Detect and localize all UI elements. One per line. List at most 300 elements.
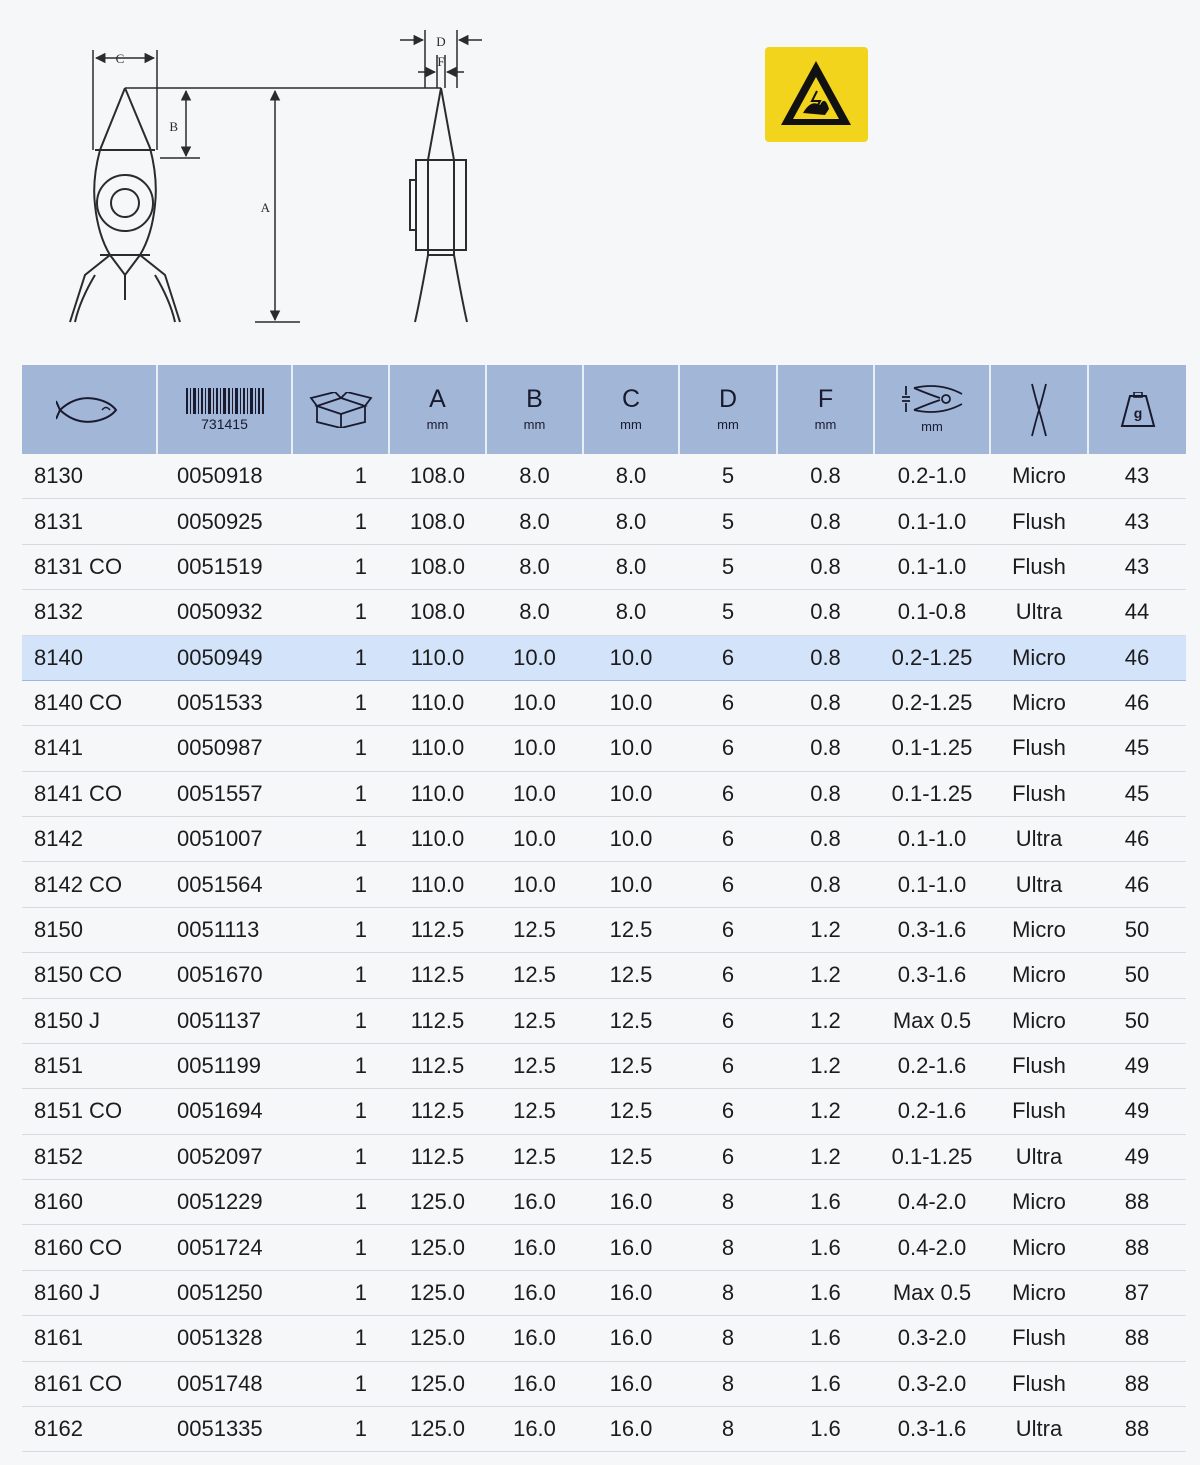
cell-weight: 46 bbox=[1088, 680, 1186, 725]
cell-quantity: 1 bbox=[292, 907, 389, 952]
cell-dim-c: 12.5 bbox=[583, 1089, 679, 1134]
cell-cutting-capacity: 0.4-2.0 bbox=[874, 1180, 990, 1225]
cell-dim-b: 10.0 bbox=[486, 726, 583, 771]
table-row bbox=[22, 1180, 1186, 1225]
cell-weight: 50 bbox=[1088, 907, 1186, 952]
dim-label-c: C bbox=[115, 51, 125, 66]
cell-dim-c: 12.5 bbox=[583, 1043, 679, 1088]
fish-icon bbox=[22, 393, 156, 427]
cell-cut-type: Flush bbox=[990, 1089, 1088, 1134]
cell-dim-f: 0.8 bbox=[777, 862, 874, 907]
cell-cutting-capacity: 0.2-1.25 bbox=[874, 635, 990, 680]
cell-cut-type: Micro bbox=[990, 1270, 1088, 1315]
cell-cut-type: Flush bbox=[990, 1043, 1088, 1088]
cell-quantity: 1 bbox=[292, 953, 389, 998]
cell-ean-code: 0050932 bbox=[157, 590, 292, 635]
esd-warning-icon bbox=[765, 47, 868, 142]
header-d-unit: mm bbox=[717, 416, 739, 432]
cell-dim-d: 6 bbox=[679, 817, 777, 862]
cell-dim-c: 10.0 bbox=[583, 635, 679, 680]
cell-article-code: 8141 CO bbox=[22, 771, 157, 816]
cell-weight: 49 bbox=[1088, 1134, 1186, 1179]
cell-weight: 43 bbox=[1088, 499, 1186, 544]
cell-dim-d: 6 bbox=[679, 680, 777, 725]
cell-dim-b: 12.5 bbox=[486, 1134, 583, 1179]
cell-dim-f: 1.6 bbox=[777, 1406, 874, 1451]
cell-article-code: 8142 CO bbox=[22, 862, 157, 907]
box-icon bbox=[293, 392, 388, 428]
cell-dim-c: 12.5 bbox=[583, 1134, 679, 1179]
cell-quantity: 1 bbox=[292, 862, 389, 907]
cell-quantity: 1 bbox=[292, 1406, 389, 1451]
cell-dim-b: 10.0 bbox=[486, 635, 583, 680]
cell-ean-code: 0051519 bbox=[157, 544, 292, 589]
cell-dim-d: 6 bbox=[679, 953, 777, 998]
cell-article-code: 8151 CO bbox=[22, 1089, 157, 1134]
cell-dim-c: 16.0 bbox=[583, 1316, 679, 1361]
table-header-row bbox=[22, 365, 1186, 454]
header-c bbox=[583, 365, 679, 454]
table-row bbox=[22, 1406, 1186, 1451]
cell-dim-d: 6 bbox=[679, 998, 777, 1043]
dim-label-f: F bbox=[437, 54, 445, 69]
cell-dim-f: 0.8 bbox=[777, 726, 874, 771]
cell-dim-a: 110.0 bbox=[389, 635, 486, 680]
cell-dim-b: 12.5 bbox=[486, 1043, 583, 1088]
cell-dim-b: 10.0 bbox=[486, 680, 583, 725]
cell-dim-d: 8 bbox=[679, 1316, 777, 1361]
cell-cutting-capacity: 0.1-1.25 bbox=[874, 726, 990, 771]
cell-quantity: 1 bbox=[292, 1316, 389, 1361]
cell-dim-b: 16.0 bbox=[486, 1270, 583, 1315]
cell-dim-d: 6 bbox=[679, 862, 777, 907]
cell-ean-code: 0051328 bbox=[157, 1316, 292, 1361]
header-a bbox=[389, 365, 486, 454]
cell-cutting-capacity: 0.1-1.0 bbox=[874, 544, 990, 589]
cell-dim-a: 108.0 bbox=[389, 454, 486, 499]
cell-dim-f: 1.6 bbox=[777, 1270, 874, 1315]
cell-dim-b: 12.5 bbox=[486, 998, 583, 1043]
cell-weight: 88 bbox=[1088, 1225, 1186, 1270]
header-weight bbox=[1088, 365, 1186, 454]
cell-quantity: 1 bbox=[292, 1270, 389, 1315]
header-ean bbox=[157, 365, 292, 454]
weight-icon bbox=[1089, 392, 1186, 428]
cell-dim-b: 10.0 bbox=[486, 862, 583, 907]
cell-dim-d: 8 bbox=[679, 1225, 777, 1270]
cell-weight: 46 bbox=[1088, 635, 1186, 680]
cell-dim-d: 6 bbox=[679, 907, 777, 952]
cell-dim-b: 8.0 bbox=[486, 590, 583, 635]
cell-cut-type: Ultra bbox=[990, 862, 1088, 907]
cell-ean-code: 0051199 bbox=[157, 1043, 292, 1088]
cell-dim-c: 10.0 bbox=[583, 771, 679, 816]
table-row bbox=[22, 726, 1186, 771]
cell-dim-f: 0.8 bbox=[777, 771, 874, 816]
cell-cut-type: Flush bbox=[990, 544, 1088, 589]
weight-icon-letter: g bbox=[1133, 404, 1142, 421]
cell-cutting-capacity: 0.1-1.25 bbox=[874, 771, 990, 816]
cell-quantity: 1 bbox=[292, 771, 389, 816]
cell-ean-code: 0051670 bbox=[157, 953, 292, 998]
cell-ean-code: 0050918 bbox=[157, 454, 292, 499]
cell-article-code: 8131 bbox=[22, 499, 157, 544]
cell-ean-code: 0051007 bbox=[157, 817, 292, 862]
cell-cutting-capacity: 0.2-1.6 bbox=[874, 1043, 990, 1088]
cell-weight: 88 bbox=[1088, 1316, 1186, 1361]
cell-dim-b: 16.0 bbox=[486, 1225, 583, 1270]
cell-dim-a: 125.0 bbox=[389, 1361, 486, 1406]
technical-drawing bbox=[0, 0, 1200, 365]
cut-type-icon bbox=[991, 382, 1087, 438]
cell-cutting-capacity: 0.3-1.6 bbox=[874, 953, 990, 998]
table-row bbox=[22, 817, 1186, 862]
cell-cutting-capacity: 0.1-1.25 bbox=[874, 1134, 990, 1179]
cell-ean-code: 0051564 bbox=[157, 862, 292, 907]
cell-weight: 43 bbox=[1088, 454, 1186, 499]
cell-dim-c: 8.0 bbox=[583, 499, 679, 544]
cell-dim-a: 112.5 bbox=[389, 1134, 486, 1179]
cutter-specs-table bbox=[22, 365, 1186, 1452]
cell-dim-d: 6 bbox=[679, 1043, 777, 1088]
cell-ean-code: 0051335 bbox=[157, 1406, 292, 1451]
dim-label-d: D bbox=[436, 34, 446, 49]
cell-dim-c: 12.5 bbox=[583, 907, 679, 952]
cell-dim-b: 16.0 bbox=[486, 1316, 583, 1361]
cell-article-code: 8161 CO bbox=[22, 1361, 157, 1406]
cell-ean-code: 0051724 bbox=[157, 1225, 292, 1270]
cell-dim-f: 0.8 bbox=[777, 817, 874, 862]
header-d bbox=[679, 365, 777, 454]
cell-weight: 88 bbox=[1088, 1180, 1186, 1225]
table-row bbox=[22, 907, 1186, 952]
cell-dim-c: 12.5 bbox=[583, 998, 679, 1043]
cell-article-code: 8151 bbox=[22, 1043, 157, 1088]
cell-dim-a: 110.0 bbox=[389, 862, 486, 907]
cell-quantity: 1 bbox=[292, 499, 389, 544]
cell-dim-f: 0.8 bbox=[777, 680, 874, 725]
cell-article-code: 8162 bbox=[22, 1406, 157, 1451]
cell-dim-f: 1.2 bbox=[777, 1134, 874, 1179]
table-row bbox=[22, 1225, 1186, 1270]
cell-dim-b: 12.5 bbox=[486, 907, 583, 952]
cell-dim-d: 5 bbox=[679, 544, 777, 589]
cutter-front-view bbox=[70, 88, 180, 322]
cell-dim-d: 6 bbox=[679, 635, 777, 680]
header-b-label: B bbox=[526, 384, 543, 413]
cell-article-code: 8131 CO bbox=[22, 544, 157, 589]
table-row bbox=[22, 1270, 1186, 1315]
cell-cut-type: Flush bbox=[990, 1361, 1088, 1406]
table-row bbox=[22, 862, 1186, 907]
cell-dim-c: 10.0 bbox=[583, 680, 679, 725]
cell-cutting-capacity: 0.3-2.0 bbox=[874, 1361, 990, 1406]
table-row bbox=[22, 590, 1186, 635]
table-row bbox=[22, 953, 1186, 998]
cell-cutting-capacity: 0.3-1.6 bbox=[874, 907, 990, 952]
cell-dim-d: 6 bbox=[679, 1134, 777, 1179]
cell-dim-c: 8.0 bbox=[583, 590, 679, 635]
cell-dim-c: 12.5 bbox=[583, 953, 679, 998]
cell-dim-a: 112.5 bbox=[389, 953, 486, 998]
barcode-icon bbox=[158, 388, 291, 414]
header-f-unit: mm bbox=[814, 416, 837, 432]
cell-cut-type: Ultra bbox=[990, 590, 1088, 635]
cell-weight: 45 bbox=[1088, 726, 1186, 771]
cell-cutting-capacity: 0.1-1.0 bbox=[874, 499, 990, 544]
header-cutting-capacity bbox=[874, 365, 990, 454]
header-cutting-capacity-unit: mm bbox=[921, 418, 943, 434]
cell-ean-code: 0050925 bbox=[157, 499, 292, 544]
cell-article-code: 8142 bbox=[22, 817, 157, 862]
cell-quantity: 1 bbox=[292, 1180, 389, 1225]
cell-dim-b: 16.0 bbox=[486, 1180, 583, 1225]
cell-dim-a: 125.0 bbox=[389, 1406, 486, 1451]
cell-dim-f: 0.8 bbox=[777, 499, 874, 544]
cell-dim-a: 112.5 bbox=[389, 998, 486, 1043]
cell-dim-d: 6 bbox=[679, 1089, 777, 1134]
cell-dim-f: 0.8 bbox=[777, 590, 874, 635]
header-b bbox=[486, 365, 583, 454]
cell-dim-b: 12.5 bbox=[486, 953, 583, 998]
cell-weight: 49 bbox=[1088, 1089, 1186, 1134]
cell-quantity: 1 bbox=[292, 454, 389, 499]
header-c-unit: mm bbox=[620, 416, 642, 432]
cell-cutting-capacity: 0.3-2.0 bbox=[874, 1316, 990, 1361]
cell-dim-f: 1.2 bbox=[777, 1089, 874, 1134]
cell-cutting-capacity: 0.2-1.0 bbox=[874, 454, 990, 499]
cell-dim-f: 1.6 bbox=[777, 1316, 874, 1361]
cell-quantity: 1 bbox=[292, 817, 389, 862]
cell-article-code: 8150 J bbox=[22, 998, 157, 1043]
header-quantity bbox=[292, 365, 389, 454]
cell-dim-c: 8.0 bbox=[583, 544, 679, 589]
cell-ean-code: 0051137 bbox=[157, 998, 292, 1043]
dim-label-b: B bbox=[169, 119, 178, 134]
cell-dim-f: 0.8 bbox=[777, 544, 874, 589]
cell-weight: 88 bbox=[1088, 1361, 1186, 1406]
cell-cut-type: Flush bbox=[990, 499, 1088, 544]
cell-dim-a: 110.0 bbox=[389, 771, 486, 816]
cell-dim-a: 108.0 bbox=[389, 499, 486, 544]
cell-dim-d: 8 bbox=[679, 1270, 777, 1315]
cell-dim-c: 16.0 bbox=[583, 1225, 679, 1270]
cell-dim-c: 16.0 bbox=[583, 1406, 679, 1451]
cell-dim-a: 110.0 bbox=[389, 680, 486, 725]
cell-article-code: 8152 bbox=[22, 1134, 157, 1179]
cell-dim-a: 125.0 bbox=[389, 1225, 486, 1270]
cell-cut-type: Flush bbox=[990, 771, 1088, 816]
header-a-unit: mm bbox=[426, 416, 449, 432]
cell-article-code: 8160 J bbox=[22, 1270, 157, 1315]
table-row bbox=[22, 635, 1186, 680]
dim-label-a: A bbox=[260, 200, 270, 215]
cell-dim-b: 8.0 bbox=[486, 544, 583, 589]
table-row bbox=[22, 771, 1186, 816]
cell-dim-a: 125.0 bbox=[389, 1270, 486, 1315]
cell-weight: 50 bbox=[1088, 998, 1186, 1043]
cell-cutting-capacity: 0.2-1.6 bbox=[874, 1089, 990, 1134]
cell-dim-d: 8 bbox=[679, 1406, 777, 1451]
cell-dim-f: 1.2 bbox=[777, 1043, 874, 1088]
cell-quantity: 1 bbox=[292, 680, 389, 725]
table-row bbox=[22, 499, 1186, 544]
cutting-capacity-icon bbox=[875, 384, 989, 414]
table-row bbox=[22, 680, 1186, 725]
cell-dim-a: 110.0 bbox=[389, 726, 486, 771]
cell-weight: 46 bbox=[1088, 862, 1186, 907]
cell-cutting-capacity: 0.1-1.0 bbox=[874, 862, 990, 907]
cell-dim-f: 1.2 bbox=[777, 998, 874, 1043]
cell-dim-c: 10.0 bbox=[583, 817, 679, 862]
cell-dim-a: 108.0 bbox=[389, 544, 486, 589]
cell-dim-c: 16.0 bbox=[583, 1180, 679, 1225]
cell-ean-code: 0051250 bbox=[157, 1270, 292, 1315]
cell-dim-f: 0.8 bbox=[777, 454, 874, 499]
cell-cut-type: Micro bbox=[990, 953, 1088, 998]
cell-quantity: 1 bbox=[292, 1043, 389, 1088]
cell-weight: 49 bbox=[1088, 1043, 1186, 1088]
cell-cut-type: Ultra bbox=[990, 1406, 1088, 1451]
cell-dim-a: 112.5 bbox=[389, 907, 486, 952]
cell-quantity: 1 bbox=[292, 590, 389, 635]
cell-cut-type: Flush bbox=[990, 726, 1088, 771]
cell-weight: 87 bbox=[1088, 1270, 1186, 1315]
header-ean-code: 731415 bbox=[201, 415, 248, 432]
cell-quantity: 1 bbox=[292, 1089, 389, 1134]
cell-weight: 88 bbox=[1088, 1406, 1186, 1451]
cell-ean-code: 0050987 bbox=[157, 726, 292, 771]
cell-quantity: 1 bbox=[292, 998, 389, 1043]
header-f-label: F bbox=[817, 384, 834, 413]
cell-article-code: 8141 bbox=[22, 726, 157, 771]
cell-dim-d: 8 bbox=[679, 1361, 777, 1406]
cell-quantity: 1 bbox=[292, 1361, 389, 1406]
cell-dim-f: 1.2 bbox=[777, 907, 874, 952]
cell-quantity: 1 bbox=[292, 1225, 389, 1270]
table-row bbox=[22, 1043, 1186, 1088]
cell-weight: 45 bbox=[1088, 771, 1186, 816]
cell-ean-code: 0052097 bbox=[157, 1134, 292, 1179]
cell-ean-code: 0051694 bbox=[157, 1089, 292, 1134]
cell-article-code: 8160 bbox=[22, 1180, 157, 1225]
cell-dim-d: 6 bbox=[679, 771, 777, 816]
table-row bbox=[22, 998, 1186, 1043]
cell-dim-f: 1.6 bbox=[777, 1180, 874, 1225]
header-article bbox=[22, 365, 157, 454]
cell-dim-c: 10.0 bbox=[583, 862, 679, 907]
cell-quantity: 1 bbox=[292, 544, 389, 589]
cell-ean-code: 0051113 bbox=[157, 907, 292, 952]
cell-dim-a: 125.0 bbox=[389, 1180, 486, 1225]
cell-dim-d: 5 bbox=[679, 499, 777, 544]
cell-dim-f: 1.2 bbox=[777, 953, 874, 998]
header-f bbox=[777, 365, 874, 454]
cell-ean-code: 0051557 bbox=[157, 771, 292, 816]
cell-ean-code: 0051748 bbox=[157, 1361, 292, 1406]
cell-cut-type: Ultra bbox=[990, 1134, 1088, 1179]
cell-cutting-capacity: Max 0.5 bbox=[874, 1270, 990, 1315]
cell-article-code: 8140 CO bbox=[22, 680, 157, 725]
header-cut-type bbox=[990, 365, 1088, 454]
cell-cutting-capacity: 0.3-1.6 bbox=[874, 1406, 990, 1451]
cell-article-code: 8150 bbox=[22, 907, 157, 952]
cell-article-code: 8161 bbox=[22, 1316, 157, 1361]
cell-dim-b: 10.0 bbox=[486, 771, 583, 816]
cell-cut-type: Micro bbox=[990, 635, 1088, 680]
cell-weight: 46 bbox=[1088, 817, 1186, 862]
cell-cutting-capacity: 0.4-2.0 bbox=[874, 1225, 990, 1270]
cell-dim-a: 125.0 bbox=[389, 1316, 486, 1361]
cell-cutting-capacity: 0.1-1.0 bbox=[874, 817, 990, 862]
table-row bbox=[22, 1316, 1186, 1361]
cell-dim-c: 16.0 bbox=[583, 1270, 679, 1315]
table-row bbox=[22, 544, 1186, 589]
cell-dim-b: 10.0 bbox=[486, 817, 583, 862]
cell-quantity: 1 bbox=[292, 635, 389, 680]
cell-cut-type: Micro bbox=[990, 1225, 1088, 1270]
cell-dim-d: 8 bbox=[679, 1180, 777, 1225]
cell-dim-a: 112.5 bbox=[389, 1043, 486, 1088]
table-row bbox=[22, 1089, 1186, 1134]
cell-dim-a: 110.0 bbox=[389, 817, 486, 862]
header-b-unit: mm bbox=[523, 416, 546, 432]
cell-article-code: 8160 CO bbox=[22, 1225, 157, 1270]
table-row bbox=[22, 1134, 1186, 1179]
cell-weight: 50 bbox=[1088, 953, 1186, 998]
cell-dim-a: 108.0 bbox=[389, 590, 486, 635]
cell-dim-b: 12.5 bbox=[486, 1089, 583, 1134]
cell-quantity: 1 bbox=[292, 1134, 389, 1179]
cell-quantity: 1 bbox=[292, 726, 389, 771]
header-a-label: A bbox=[429, 384, 446, 413]
header-d-label: D bbox=[718, 384, 738, 413]
cell-dim-c: 10.0 bbox=[583, 726, 679, 771]
cell-dim-f: 1.6 bbox=[777, 1361, 874, 1406]
cell-article-code: 8150 CO bbox=[22, 953, 157, 998]
cell-cutting-capacity: Max 0.5 bbox=[874, 998, 990, 1043]
cell-dim-c: 16.0 bbox=[583, 1361, 679, 1406]
cell-weight: 43 bbox=[1088, 544, 1186, 589]
cutter-side-view bbox=[410, 88, 467, 322]
table-body bbox=[22, 454, 1186, 1452]
cell-weight: 44 bbox=[1088, 590, 1186, 635]
cell-dim-c: 8.0 bbox=[583, 454, 679, 499]
cell-dim-f: 1.6 bbox=[777, 1225, 874, 1270]
header-c-label: C bbox=[621, 384, 641, 413]
cell-article-code: 8132 bbox=[22, 590, 157, 635]
cell-cut-type: Micro bbox=[990, 1180, 1088, 1225]
cell-cut-type: Flush bbox=[990, 1316, 1088, 1361]
cell-cutting-capacity: 0.1-0.8 bbox=[874, 590, 990, 635]
cell-dim-a: 112.5 bbox=[389, 1089, 486, 1134]
cell-ean-code: 0050949 bbox=[157, 635, 292, 680]
cell-dim-b: 8.0 bbox=[486, 454, 583, 499]
cell-cut-type: Micro bbox=[990, 907, 1088, 952]
cell-dim-d: 5 bbox=[679, 590, 777, 635]
cell-cut-type: Ultra bbox=[990, 817, 1088, 862]
cell-dim-d: 6 bbox=[679, 726, 777, 771]
cell-cut-type: Micro bbox=[990, 680, 1088, 725]
cell-dim-b: 16.0 bbox=[486, 1406, 583, 1451]
cell-cutting-capacity: 0.2-1.25 bbox=[874, 680, 990, 725]
table-row bbox=[22, 454, 1186, 499]
cell-article-code: 8130 bbox=[22, 454, 157, 499]
cell-dim-b: 16.0 bbox=[486, 1361, 583, 1406]
cell-dim-b: 8.0 bbox=[486, 499, 583, 544]
cell-cut-type: Micro bbox=[990, 454, 1088, 499]
cell-dim-d: 5 bbox=[679, 454, 777, 499]
